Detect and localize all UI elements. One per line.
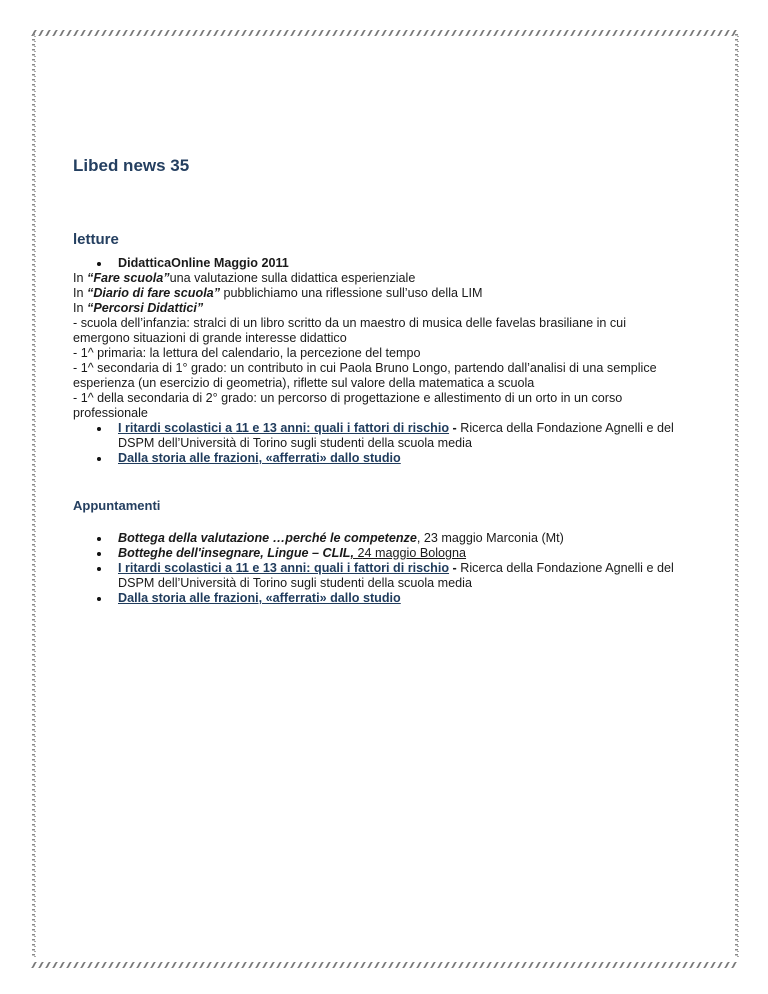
percorsi-line xyxy=(73,301,713,316)
fare-scuola-line xyxy=(73,271,713,286)
diario-line xyxy=(73,286,713,301)
separator: - xyxy=(449,561,461,575)
list-item xyxy=(73,451,713,466)
appuntamenti-section xyxy=(73,498,713,606)
text-line: professionale xyxy=(73,406,148,420)
prefix: In xyxy=(73,301,88,315)
list-item xyxy=(73,546,713,561)
ritardi-desc: Ricerca della Fondazione Agnelli e del xyxy=(460,561,674,575)
list-item xyxy=(73,591,713,606)
prefix: In xyxy=(73,286,88,300)
ritardi-desc: Ricerca della Fondazione Agnelli e del xyxy=(460,421,674,435)
list-item xyxy=(73,421,713,451)
list-item xyxy=(73,256,713,271)
ritardi-desc-cont: DSPM dell’Università di Torino sugli studenti della scuola media xyxy=(118,436,472,450)
bullet-icon xyxy=(97,567,101,571)
bullet-icon xyxy=(97,537,101,541)
section-name: “Percorsi Didattici” xyxy=(87,301,204,315)
bottega-details: , 23 maggio Marconia (Mt) xyxy=(416,531,564,545)
ritardi-desc-cont: DSPM dell’Università di Torino sugli studenti della scuola media xyxy=(118,576,472,590)
bullet-icon xyxy=(97,597,101,601)
text-line: - 1^ secondaria di 1° grado: un contributo in cui Paola Bruno Longo, partendo dall’analisi di una semplice xyxy=(73,361,657,375)
botteghe-link[interactable]: 24 maggio Bologna xyxy=(354,546,467,560)
section-text: una valutazione sulla didattica esperienziale xyxy=(169,271,416,285)
section-name: “Fare scuola” xyxy=(87,271,170,285)
letture-heading: letture xyxy=(73,231,119,248)
separator: , xyxy=(350,546,355,560)
ritardi-link[interactable]: I ritardi scolastici a 11 e 13 anni: quali i fattori di rischio xyxy=(118,421,450,435)
separator: - xyxy=(449,421,461,435)
letture-section xyxy=(73,256,713,466)
text-line: - scuola dell’infanzia: stralci di un libro scritto da un maestro di musica delle favelas brasiliane in cui xyxy=(73,316,626,330)
list-item xyxy=(73,561,713,591)
storia-link[interactable]: Dalla storia alle frazioni, «afferrati» dallo studio xyxy=(118,451,401,465)
appuntamenti-heading: Appuntamenti xyxy=(73,498,161,513)
page-title: Libed news 35 xyxy=(73,156,190,175)
storia-link[interactable]: Dalla storia alle frazioni, «afferrati» dallo studio xyxy=(118,591,401,605)
page-border-bottom xyxy=(28,962,737,968)
text-line: esperienza (un esercizio di geometria), riflette sul valore della matematica a scuola xyxy=(73,376,535,390)
issue-title: DidatticaOnline Maggio 2011 xyxy=(118,256,289,270)
text-line: - 1^ primaria: la lettura del calendario, la percezione del tempo xyxy=(73,346,421,360)
section-name: “Diario di fare scuola” xyxy=(87,286,220,300)
list-item xyxy=(73,531,713,546)
bullet-icon xyxy=(97,262,101,266)
prefix: In xyxy=(73,271,88,285)
page-border-right xyxy=(735,34,738,958)
bottega-title: Bottega della valutazione …perché le competenze xyxy=(118,531,417,545)
page-border-top xyxy=(28,30,737,36)
text-line: emergono situazioni di grande interesse didattico xyxy=(73,331,347,345)
text-line: - 1^ della secondaria di 2° grado: un percorso di progettazione e allestimento di un orto in un corso xyxy=(73,391,623,405)
botteghe-title: Botteghe dell'insegnare, Lingue – CLIL xyxy=(118,546,351,560)
section-text: pubblichiamo una riflessione sull’uso della LIM xyxy=(220,286,483,300)
bullet-icon xyxy=(97,552,101,556)
bullet-icon xyxy=(97,427,101,431)
ritardi-link[interactable]: I ritardi scolastici a 11 e 13 anni: quali i fattori di rischio xyxy=(118,561,450,575)
page-border-left xyxy=(32,34,35,958)
bullet-icon xyxy=(97,457,101,461)
